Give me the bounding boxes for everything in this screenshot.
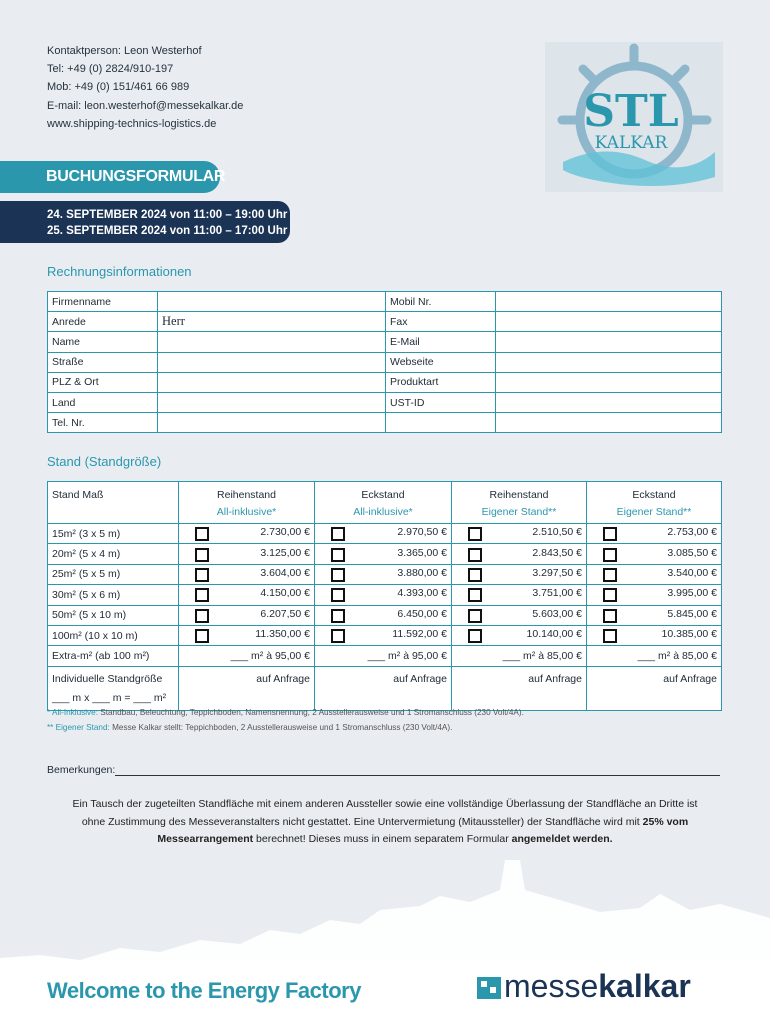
stand-size-row — [48, 564, 722, 584]
billing-label: Mobil Nr. — [386, 292, 496, 312]
stand-price: 5.603,00 € — [532, 607, 582, 620]
billing-label: PLZ & Ort — [48, 372, 158, 392]
billing-label: Anrede — [48, 312, 158, 332]
stand-size-row — [48, 544, 722, 564]
event-date-1: 24. SEPTEMBER 2024 von 11:00 – 19:00 Uhr — [47, 209, 288, 221]
billing-label — [386, 413, 496, 433]
stand-option-checkbox[interactable] — [603, 588, 617, 602]
stand-price: 3.751,00 € — [532, 587, 582, 600]
extra-m2-price-3[interactable]: ___ m² à 85,00 € — [452, 646, 587, 666]
stand-option-checkbox[interactable] — [603, 527, 617, 541]
contact-email[interactable]: E-mail: leon.westerhof@messekalkar.de — [47, 99, 244, 112]
stand-option-checkbox[interactable] — [468, 548, 482, 562]
stand-option-checkbox[interactable] — [468, 527, 482, 541]
billing-input[interactable] — [158, 372, 386, 392]
remarks-label: Bemerkungen: — [47, 764, 116, 776]
billing-input[interactable] — [158, 332, 386, 352]
stand-price: 4.150,00 € — [260, 587, 310, 600]
logo-text-stl: STL — [583, 86, 679, 137]
custom-size-row — [48, 666, 722, 710]
contact-mob: Mob: +49 (0) 151/461 66 989 — [47, 81, 190, 94]
stand-price-cell — [179, 605, 315, 625]
stand-price: 3.540,00 € — [667, 566, 717, 579]
billing-row — [48, 312, 722, 332]
stand-price-cell — [587, 564, 722, 584]
billing-row — [48, 392, 722, 412]
contact-block — [47, 42, 243, 133]
stand-price-cell — [179, 564, 315, 584]
event-dates-banner — [0, 201, 290, 243]
billing-row — [48, 372, 722, 392]
stand-price-cell — [587, 524, 722, 544]
extra-m2-price-1[interactable]: ___ m² à 95,00 € — [179, 646, 315, 666]
stand-price: 5.845,00 € — [667, 607, 717, 620]
stand-price: 4.393,00 € — [397, 587, 447, 600]
footnote-eigener-stand: ** Eigener Stand: Messe Kalkar stellt: Teppichboden, 2 Ausstellerausweise und 1 Stromanschluss (230 Volt/4A). — [47, 723, 453, 732]
stand-price-cell — [452, 605, 587, 625]
stand-price-cell — [452, 564, 587, 584]
stand-price: 6.450,00 € — [397, 607, 447, 620]
billing-label: Land — [48, 392, 158, 412]
billing-label: Webseite — [386, 352, 496, 372]
remarks-field[interactable] — [47, 763, 721, 776]
billing-input[interactable] — [496, 312, 722, 332]
stand-option-checkbox[interactable] — [331, 629, 345, 643]
stand-price: 11.350,00 € — [255, 628, 310, 641]
stand-price: 6.207,50 € — [260, 607, 310, 620]
welcome-slogan: Welcome to the Energy Factory — [47, 978, 361, 1003]
stand-size-label: 25m² (5 x 5 m) — [48, 564, 179, 584]
billing-section-title: Rechnungsinformationen — [47, 264, 192, 279]
billing-input[interactable] — [496, 372, 722, 392]
stand-price-cell — [452, 585, 587, 605]
custom-price-3: auf Anfrage — [452, 666, 587, 710]
footnote-all-inklusive: * All-Inklusive: Standbau, Beleuchtung, Teppichboden, Namensnennung, 2 Ausstellerausweise und 1 Stromanschluss (230 Volt/4A). — [47, 708, 524, 717]
stand-price-cell — [315, 524, 452, 544]
stand-option-checkbox[interactable] — [468, 588, 482, 602]
stand-price-cell — [179, 625, 315, 645]
header-reihenstand-eigen: Reihenstand Eigener Stand** — [452, 482, 587, 524]
stand-option-checkbox[interactable] — [195, 568, 209, 582]
extra-m2-row — [48, 646, 722, 666]
stand-size-label: 15m² (3 x 5 m) — [48, 524, 179, 544]
billing-label: Fax — [386, 312, 496, 332]
header-reihenstand-all: Reihenstand All-inklusive* — [179, 482, 315, 524]
stand-option-checkbox[interactable] — [195, 527, 209, 541]
stand-option-checkbox[interactable] — [195, 548, 209, 562]
stand-price-cell — [587, 625, 722, 645]
stand-option-checkbox[interactable] — [603, 568, 617, 582]
logo-text-kalkar: KALKAR — [594, 133, 668, 153]
stand-price-cell — [587, 585, 722, 605]
custom-price-1: auf Anfrage — [179, 666, 315, 710]
stand-price: 2.753,00 € — [667, 526, 717, 539]
header-eckstand-all: Eckstand All-inklusive* — [315, 482, 452, 524]
stand-option-checkbox[interactable] — [195, 609, 209, 623]
stand-size-label: 100m² (10 x 10 m) — [48, 625, 179, 645]
stand-price: 11.592,00 € — [392, 628, 447, 641]
stand-price: 3.125,00 € — [260, 546, 310, 559]
contact-website[interactable]: www.shipping-technics-logistics.de — [47, 117, 217, 130]
stand-size-row — [48, 605, 722, 625]
stand-header-row — [48, 482, 722, 524]
stand-option-checkbox[interactable] — [331, 548, 345, 562]
stand-price-cell — [452, 625, 587, 645]
custom-price-4: auf Anfrage — [587, 666, 722, 710]
stand-option-checkbox[interactable] — [331, 568, 345, 582]
billing-label: Firmenname — [48, 292, 158, 312]
stand-size-row — [48, 625, 722, 645]
stand-size-label: 50m² (5 x 10 m) — [48, 605, 179, 625]
stand-option-checkbox[interactable] — [195, 629, 209, 643]
header-stand-mass: Stand Maß — [48, 482, 179, 524]
billing-input[interactable] — [496, 332, 722, 352]
stand-price: 3.995,00 € — [667, 587, 717, 600]
stand-price: 2.843,50 € — [532, 546, 582, 559]
stand-price: 3.365,00 € — [397, 546, 447, 559]
form-title-banner: BUCHUNGSFORMULAR — [0, 161, 220, 193]
billing-input[interactable] — [496, 292, 722, 312]
billing-input[interactable] — [496, 352, 722, 372]
stand-price: 3.297,50 € — [532, 566, 582, 579]
stand-price-cell — [315, 605, 452, 625]
stand-price: 10.385,00 € — [661, 628, 717, 641]
billing-input[interactable]: Herr — [158, 312, 386, 332]
billing-row — [48, 292, 722, 312]
stand-option-checkbox[interactable] — [331, 588, 345, 602]
stand-price-cell — [315, 564, 452, 584]
stand-size-row — [48, 524, 722, 544]
stand-price-cell — [179, 544, 315, 564]
stand-option-checkbox[interactable] — [468, 609, 482, 623]
billing-label: Straße — [48, 352, 158, 372]
billing-input[interactable] — [496, 392, 722, 412]
stand-option-checkbox[interactable] — [195, 588, 209, 602]
stand-option-checkbox[interactable] — [603, 609, 617, 623]
billing-label: Tel. Nr. — [48, 413, 158, 433]
stand-price-cell — [315, 544, 452, 564]
billing-input[interactable] — [496, 413, 722, 433]
billing-row — [48, 352, 722, 372]
stand-price-table — [47, 481, 722, 711]
messekalkar-brand-logo: messekalkar — [477, 968, 691, 1005]
extra-m2-price-4[interactable]: ___ m² à 85,00 € — [587, 646, 722, 666]
footnotes — [47, 705, 524, 735]
stand-price: 3.604,00 € — [260, 566, 310, 579]
event-date-2: 25. SEPTEMBER 2024 von 11:00 – 17:00 Uhr — [47, 225, 288, 237]
billing-input[interactable] — [158, 392, 386, 412]
stand-price-cell — [315, 585, 452, 605]
billing-table — [47, 291, 722, 433]
stand-price-cell — [587, 605, 722, 625]
contact-person: Kontaktperson: Leon Westerhof — [47, 45, 202, 57]
billing-label: E-Mail — [386, 332, 496, 352]
billing-input[interactable] — [158, 292, 386, 312]
stand-option-checkbox[interactable] — [468, 568, 482, 582]
stand-price-cell — [315, 625, 452, 645]
stand-option-checkbox[interactable] — [468, 629, 482, 643]
stand-price-cell — [452, 524, 587, 544]
stl-kalkar-logo — [545, 42, 723, 192]
stand-price: 3.880,00 € — [397, 566, 447, 579]
stand-section-title: Stand (Standgröße) — [47, 454, 162, 469]
stand-size-label: 20m² (5 x 4 m) — [48, 544, 179, 564]
custom-price-2: auf Anfrage — [315, 666, 452, 710]
stand-price-cell — [452, 544, 587, 564]
stand-size-row — [48, 585, 722, 605]
billing-label: Produktart — [386, 372, 496, 392]
messekalkar-mark-icon — [477, 975, 501, 999]
extra-m2-price-2[interactable]: ___ m² à 95,00 € — [315, 646, 452, 666]
stand-option-checkbox[interactable] — [603, 629, 617, 643]
disclaimer-text: Ein Tausch der zugeteilten Standfläche mit einem anderen Aussteller sowie eine vollständige Überlassung der Standfläche an Dritte ist ohne Zustimmung des Messeveranstalters nicht gestattet. Eine Untervermietung (Mitaussteller) der Standfläche wird mit 25% vom Messearrangement berechnet! Dieses muss in einem separatem Formular angemeldet werden. — [72, 798, 698, 845]
billing-input[interactable] — [158, 413, 386, 433]
stand-option-checkbox[interactable] — [331, 527, 345, 541]
billing-row — [48, 332, 722, 352]
stand-price: 2.510,50 € — [532, 526, 582, 539]
remarks-input-line[interactable] — [115, 763, 720, 776]
stand-price: 2.730,00 € — [260, 526, 310, 539]
extra-m2-label: Extra-m² (ab 100 m²) — [48, 646, 179, 666]
billing-row — [48, 413, 722, 433]
billing-label: UST-ID — [386, 392, 496, 412]
contact-tel: Tel: +49 (0) 2824/910-197 — [47, 63, 174, 76]
stand-price: 3.085,50 € — [667, 546, 717, 559]
billing-input[interactable] — [158, 352, 386, 372]
stand-price: 10.140,00 € — [526, 628, 582, 641]
stand-price-cell — [179, 585, 315, 605]
custom-size-label[interactable]: Individuelle Standgröße ___ m x ___ m = ___ m² — [48, 666, 179, 710]
stand-option-checkbox[interactable] — [603, 548, 617, 562]
billing-label: Name — [48, 332, 158, 352]
stand-price-cell — [179, 524, 315, 544]
stand-option-checkbox[interactable] — [331, 609, 345, 623]
stand-price-cell — [587, 544, 722, 564]
stand-size-label: 30m² (5 x 6 m) — [48, 585, 179, 605]
header-eckstand-eigen: Eckstand Eigener Stand** — [587, 482, 722, 524]
stand-price: 2.970,50 € — [397, 526, 447, 539]
